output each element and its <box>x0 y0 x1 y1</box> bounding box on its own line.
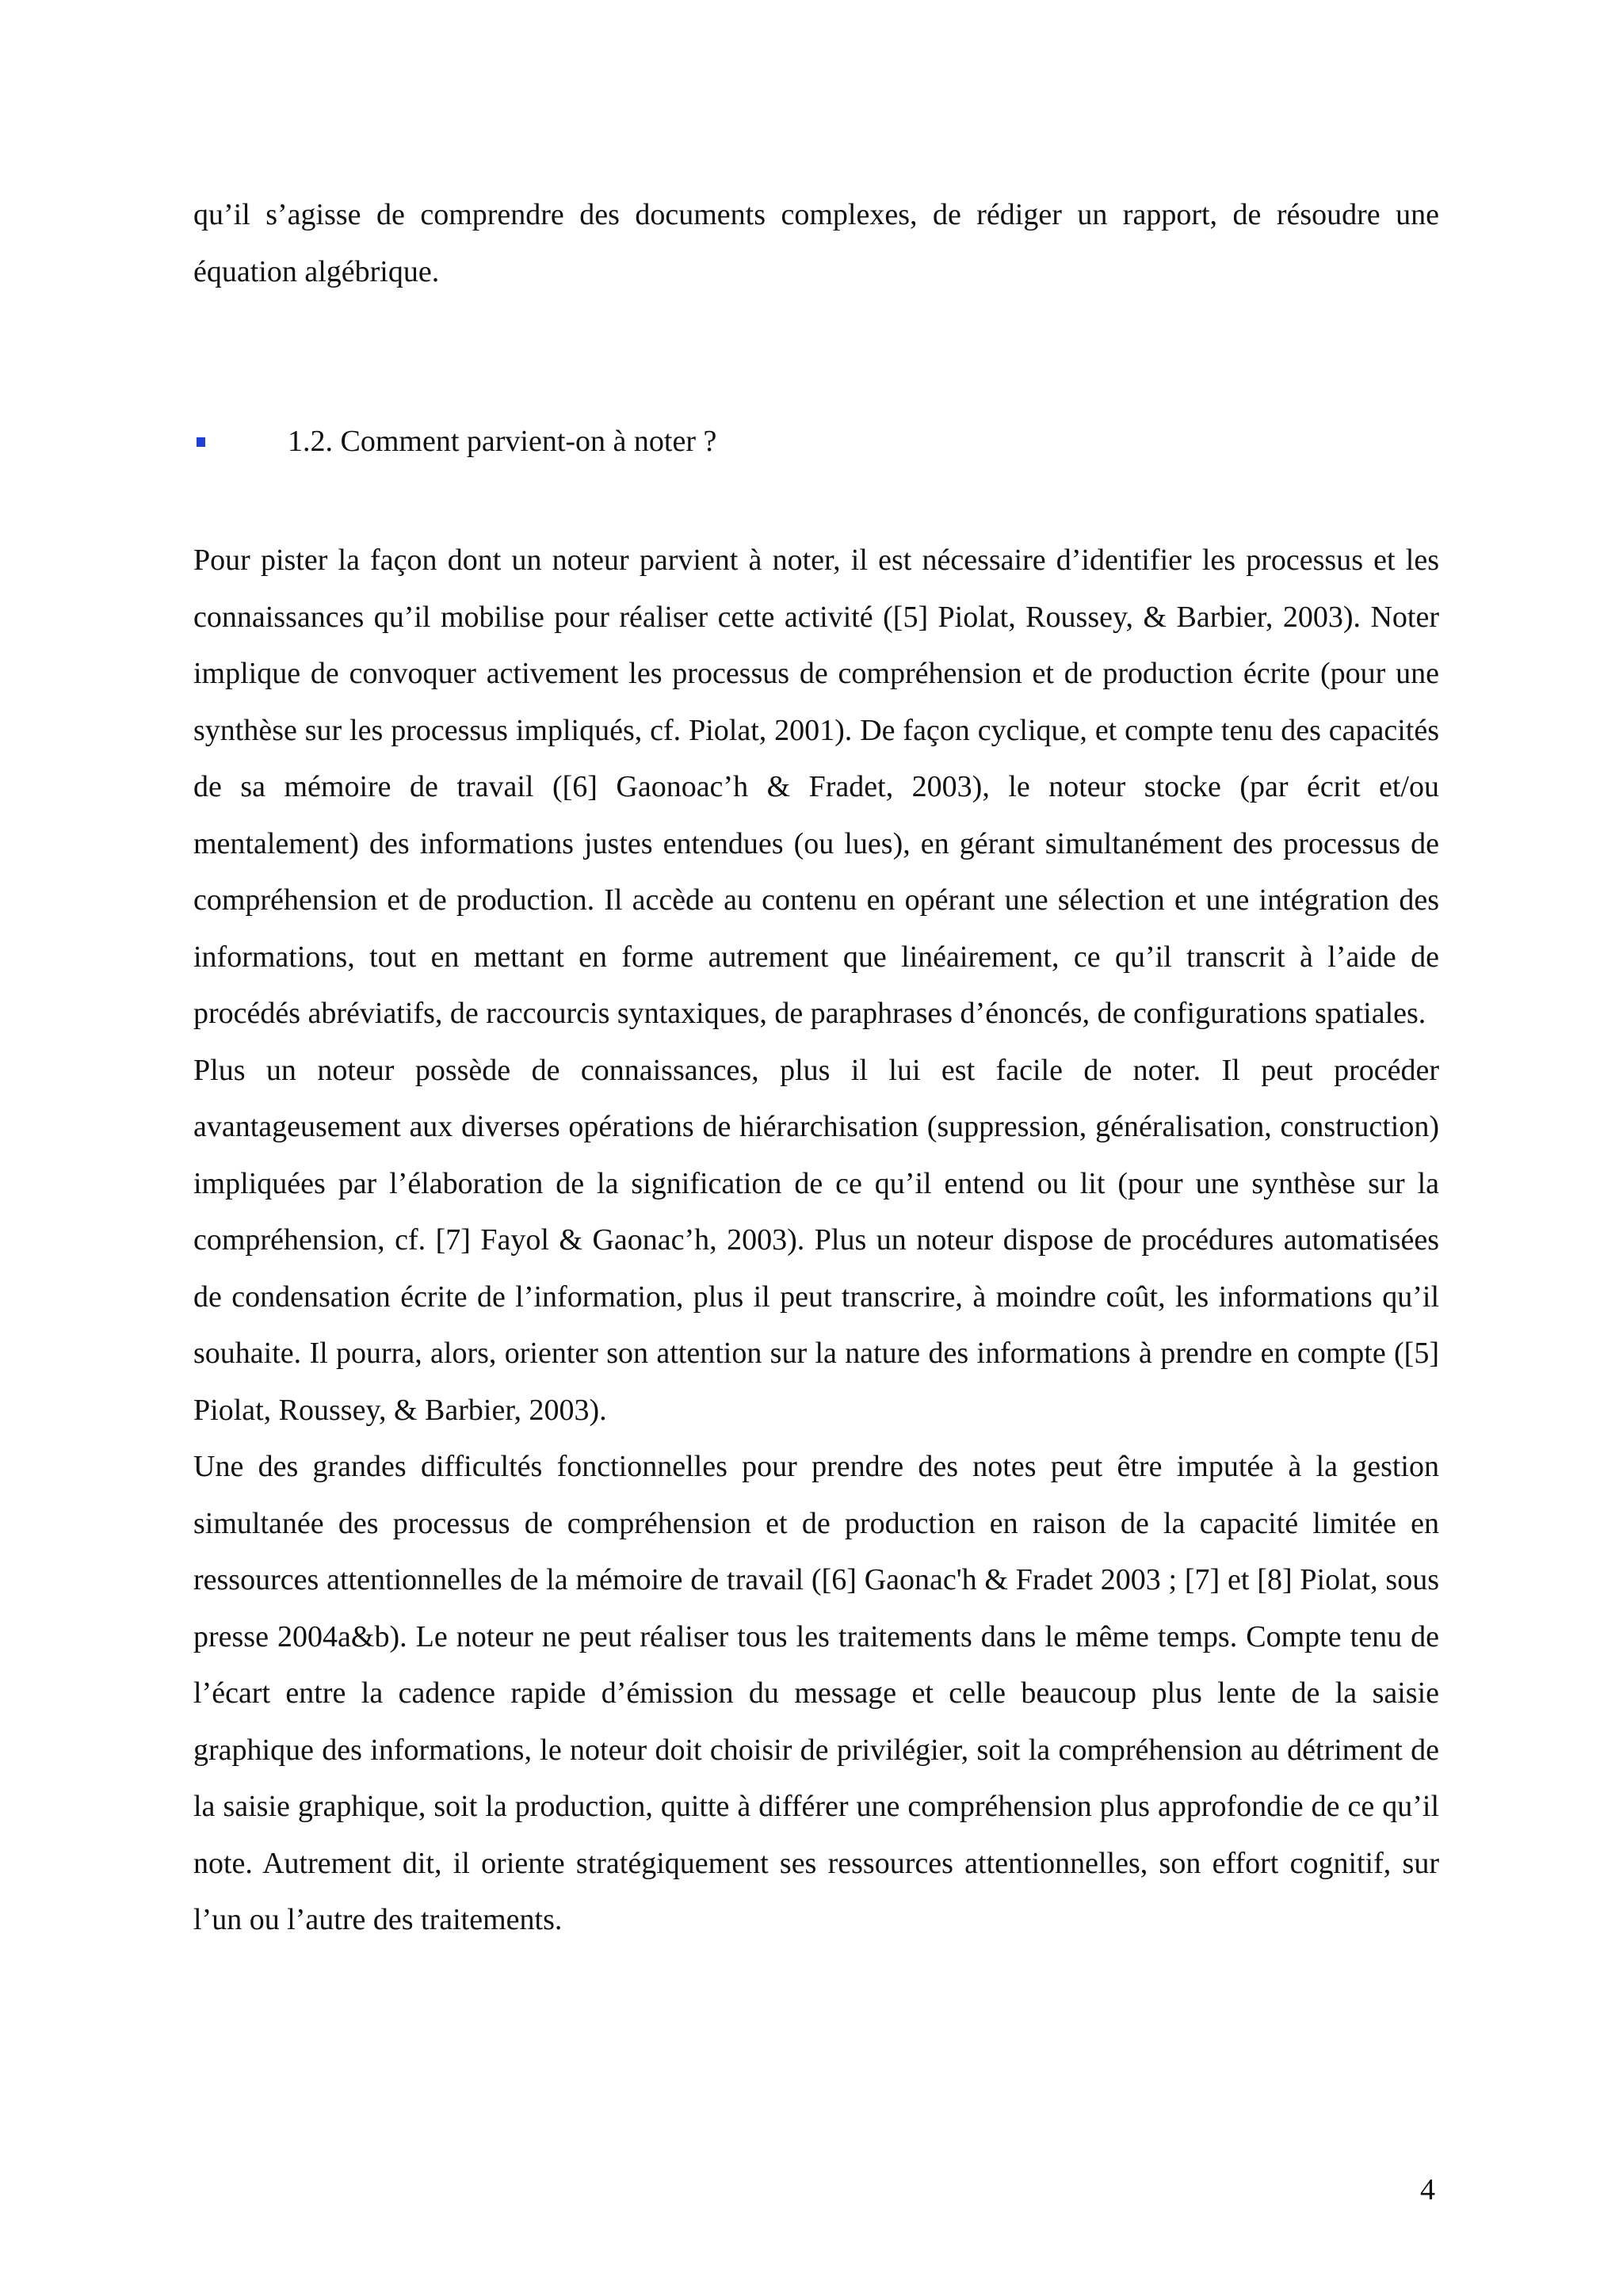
section-heading <box>193 414 1439 471</box>
intro-paragraph: qu’il s’agisse de comprendre des documents complexes, de rédiger un rapport, de résoudre une équation algébrique. <box>193 198 1439 288</box>
section-heading-text: 1.2. Comment parvient-on à noter ? <box>288 425 717 458</box>
body-paragraph: Pour pister la façon dont un noteur parvient à noter, il est nécessaire d’identifier les processus et les connaissances qu’il mobilise pour réaliser cette activité ([5] Piolat, Roussey, & Barbier, 2003). Noter implique de convoquer activement les processus de compréhension et de production écrite (pour une synthèse sur les processus impliqués, cf. Piolat, 2001). De façon cyclique, et compte tenu des capacités de sa mémoire de travail ([6] Gaonoac’h & Fradet, 2003), le noteur stocke (par écrit et/ou mentalement) des informations justes entendues (ou lues), en gérant simultanément des processus de compréhension et de production. Il accède au contenu en opérant une sélection et une intégration des informations, tout en mettant en forme autrement que linéairement, ce qu’il transcrit à l’aide de procédés abréviatifs, de raccourcis syntaxiques, de paraphrases d’énoncés, de configurations spatiales. <box>193 543 1439 1030</box>
body-paragraph: Plus un noteur possède de connaissances, plus il lui est facile de noter. Il peut procéder avantageusement aux diverses opérations de hiérarchisation (suppression, généralisation, construction) impliquées par l’élaboration de la signification de ce qu’il entend ou lit (pour une synthèse sur la compréhension, cf. [7] Fayol & Gaonac’h, 2003). Plus un noteur dispose de procédures automatisées de condensation écrite de l’information, plus il peut transcrire, à moindre coût, les informations qu’il souhaite. Il pourra, alors, orienter son attention sur la nature des informations à prendre en compte ([5] Piolat, Roussey, & Barbier, 2003). <box>193 1053 1439 1427</box>
page-number: 4 <box>1420 2173 1435 2206</box>
body-paragraph: Une des grandes difficultés fonctionnelles pour prendre des notes peut être imputée à la gestion simultanée des processus de compréhension et de production en raison de la capacité limitée en ressources attentionnelles de la mémoire de travail ([6] Gaonac'h & Fradet 2003 ; [7] et [8] Piolat, sous presse 2004a&b). Le noteur ne peut réaliser tous les traitements dans le même temps. Compte tenu de l’écart entre la cadence rapide d’émission du message et celle beaucoup plus lente de la saisie graphique des informations, le noteur doit choisir de privilégier, soit la compréhension au détriment de la saisie graphique, soit la production, quitte à différer une compréhension plus approfondie de ce qu’il note. Autrement dit, il oriente stratégiquement ses ressources attentionnelles, son effort cognitif, sur l’un ou l’autre des traitements. <box>193 1450 1439 1936</box>
page-content <box>193 187 1439 1949</box>
square-bullet-icon <box>197 437 205 447</box>
